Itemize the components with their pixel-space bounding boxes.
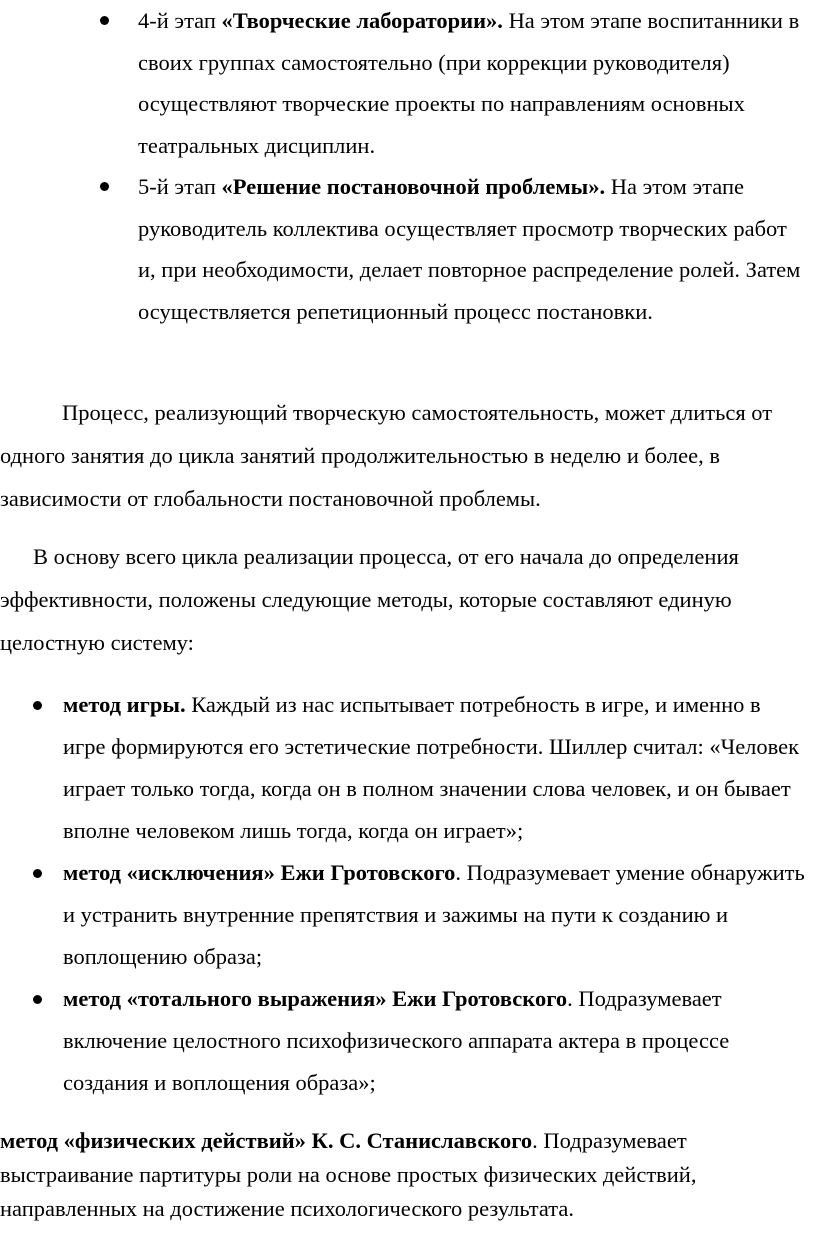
bullet-icon: [33, 869, 42, 878]
method-text: Каждый из нас испытывает потребность в игре, и именно в игре формируются его эстетические потребности. Шиллер считал: «Человек играет только тогда, когда он в полном значении слова человек, и он бывает вполне человеком лишь тогда, когда он играет»;: [63, 692, 800, 843]
bullet-icon: [100, 182, 109, 191]
stage-text: На этом этапе воспитанники в своих группах самостоятельно (при коррекции руководителя) осуществляют творческие проекты по направлениям основных театральных дисциплин.: [138, 8, 800, 158]
method-title: метод «физических действий» К. С. Станиславского: [0, 1128, 533, 1153]
stage-item-5: [138, 166, 808, 332]
stage-prefix: 4-й этап: [138, 8, 222, 33]
method-item-total-expression: [63, 978, 808, 1104]
paragraph-duration: Процесс, реализующий творческую самостоятельность, может длиться от одного занятия до цикла занятий продолжительностью в неделю и более, в зависимости от глобальности постановочной проблемы.: [0, 400, 773, 511]
method-item-exclusion: [63, 852, 808, 978]
stages-list: [138, 0, 808, 332]
stage-title: «Решение постановочной проблемы».: [221, 174, 606, 199]
stage-prefix: 5-й этап: [138, 174, 222, 199]
method-title: метод игры.: [63, 692, 186, 717]
stage-text: На этом этапе руководитель коллектива осуществляет просмотр творческих работ и, при необходимости, делает повторное распределение ролей. Затем осуществляется репетиционный процесс постановки.: [138, 174, 801, 324]
method-text: . Подразумевает умение обнаружить и устранить внутренние препятствия и зажимы на пути к созданию и воплощению образа;: [63, 860, 805, 969]
paragraph-physical-actions: [0, 1124, 812, 1226]
methods-list: [63, 684, 808, 1104]
method-text: . Подразумевает включение целостного психофизического аппарата актера в процессе создания и воплощения образа»;: [63, 986, 730, 1095]
method-text: . Подразумевает выстраивание партитуры роли на основе простых физических действий, направленных на достижение психологического результата.: [0, 1128, 697, 1221]
paragraph-methods-intro: В основу всего цикла реализации процесса, от его начала до определения эффективности, положены следующие методы, которые составляют единую целостную систему:: [0, 544, 739, 655]
stage-title: «Творческие лаборатории».: [221, 8, 503, 33]
bullet-icon: [33, 995, 42, 1004]
method-title: метод «тотального выражения» Ежи Гротовского: [63, 986, 568, 1011]
method-title: метод «исключения» Ежи Гротовского: [63, 860, 456, 885]
bullet-icon: [100, 16, 109, 25]
stage-item-4: [138, 0, 808, 166]
bullet-icon: [33, 701, 42, 710]
method-item-game: [63, 684, 808, 852]
